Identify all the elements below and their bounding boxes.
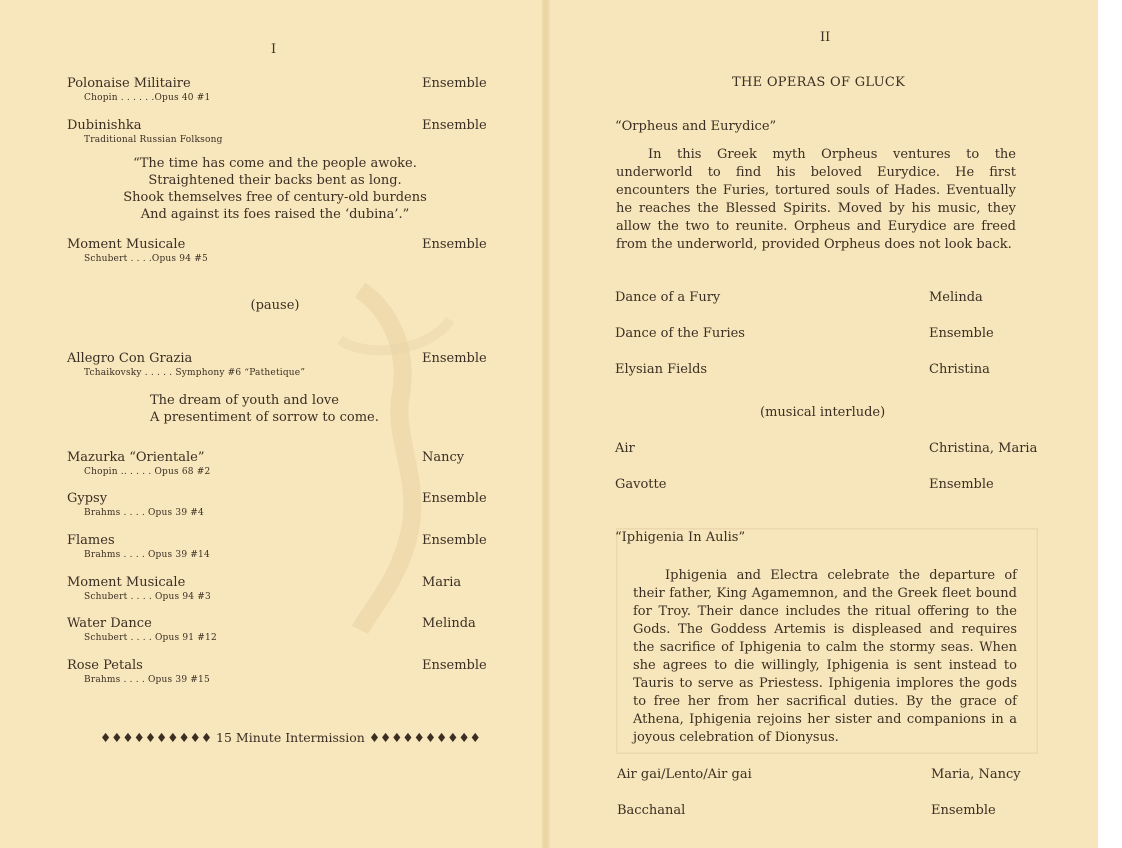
dance-title: Bacchanal <box>617 803 686 818</box>
program-item <box>67 237 487 265</box>
program-item <box>67 76 487 104</box>
item-performer: Ensemble <box>422 658 487 673</box>
program-item <box>67 351 487 379</box>
item-performer: Ensemble <box>422 237 487 252</box>
verse-line: The dream of youth and love <box>150 393 339 408</box>
item-composer: Brahms . . . . Opus 39 #4 <box>84 508 204 518</box>
opera-title-iphigenia: “Iphigenia In Aulis” <box>615 530 746 545</box>
item-title: Polonaise Militaire <box>67 76 191 91</box>
program-item <box>67 491 487 519</box>
item-performer: Ensemble <box>422 351 487 366</box>
item-composer: Schubert . . . . Opus 94 #3 <box>84 592 211 602</box>
item-composer: Brahms . . . . Opus 39 #14 <box>84 550 210 560</box>
item-title: Moment Musicale <box>67 237 186 252</box>
item-title: Allegro Con Grazia <box>67 351 193 366</box>
program-item <box>67 533 487 561</box>
intermission-line: ♦♦♦♦♦♦♦♦♦♦ 15 Minute Intermission ♦♦♦♦♦♦♦♦♦♦ <box>100 730 481 745</box>
page-gutter <box>542 0 550 848</box>
iphigenia-synopsis: Iphigenia and Electra celebrate the departure of their father, King Agamemnon, and the Greek fleet bound for Troy. Their dance includes the ritual offering to the Gods. The Goddess Artemis is displeased and requires the sacrifice of Iphigenia to calm the stormy seas. When she agrees to die willingly, Iphigenia is sent instead to Tauris to serve as Priestess. Iphigenia implores the gods to free her from her sacrifical duties. By the grace of Athena, Iphigenia rejoins her sister and companions in a joyous celebration of Dionysus. <box>633 568 1017 745</box>
scan-edge <box>1098 0 1122 848</box>
dance-performer: Christina <box>929 362 990 377</box>
item-performer: Maria <box>422 575 462 590</box>
item-composer: Chopin .. . . . . Opus 68 #2 <box>84 467 211 477</box>
verse-allegro <box>130 392 400 426</box>
verse-line: “The time has come and the people awoke. <box>133 156 417 171</box>
dance-title: Dance of a Fury <box>615 290 721 305</box>
orpheus-synopsis: In this Greek myth Orpheus ventures to the underworld to find his beloved Eurydice. He first encounters the Furies, tortured souls of Hades. Eventually he reaches the Blessed Spirits. Moved by his music, they allow the two to reunite. Orpheus and Eurydice are freed from the underworld, provided Orpheus does not look back. <box>616 147 1016 252</box>
interlude-label: (musical interlude) <box>760 405 886 420</box>
section-heading: THE OPERAS OF GLUCK <box>732 75 906 90</box>
item-composer: Traditional Russian Folksong <box>84 135 223 145</box>
dance-performer: Ensemble <box>929 326 994 341</box>
page-number-right: II <box>820 30 831 45</box>
program-item <box>67 616 487 644</box>
dance-title: Elysian Fields <box>615 362 708 377</box>
page-number-left: I <box>271 42 277 57</box>
dance-performer: Melinda <box>929 290 983 305</box>
verse-dubinishka <box>100 155 450 223</box>
program-item <box>67 450 487 478</box>
dance-performer: Ensemble <box>929 477 994 492</box>
item-title: Mazurka “Orientale” <box>67 450 205 465</box>
verse-line: Straightened their backs bent as long. <box>148 173 402 188</box>
item-title: Rose Petals <box>67 658 143 673</box>
dance-performer: Maria, Nancy <box>931 767 1021 782</box>
item-title: Water Dance <box>67 616 152 631</box>
dance-title: Air <box>615 441 635 456</box>
verse-line: A presentiment of sorrow to come. <box>150 410 379 425</box>
item-composer: Schubert . . . .Opus 94 #5 <box>84 254 208 264</box>
program-item <box>67 575 487 603</box>
item-title: Dubinishka <box>67 118 142 133</box>
program-item <box>67 658 487 686</box>
program-item <box>67 118 487 146</box>
pause-label: (pause) <box>250 298 300 313</box>
item-composer: Schubert . . . . Opus 91 #12 <box>84 633 217 643</box>
item-title: Moment Musicale <box>67 575 186 590</box>
item-performer: Melinda <box>422 616 476 631</box>
verse-line: Shook themselves free of century-old burdens <box>123 190 427 205</box>
item-composer: Brahms . . . . Opus 39 #15 <box>84 675 210 685</box>
dance-performer: Ensemble <box>931 803 996 818</box>
item-performer: Ensemble <box>422 76 487 91</box>
item-composer: Tchaikovsky . . . . . Symphony #6 “Pathetique” <box>84 368 306 378</box>
dance-title: Dance of the Furies <box>615 326 745 341</box>
item-performer: Ensemble <box>422 491 487 506</box>
item-performer: Ensemble <box>422 118 487 133</box>
dance-performer: Christina, Maria <box>929 441 1038 456</box>
item-composer: Chopin . . . . . .Opus 40 #1 <box>84 93 211 103</box>
dance-title: Gavotte <box>615 477 667 492</box>
verse-line: And against its foes raised the ‘dubina’.” <box>140 207 410 222</box>
item-title: Gypsy <box>67 491 108 506</box>
item-title: Flames <box>67 533 115 548</box>
item-performer: Nancy <box>422 450 465 465</box>
dance-title: Air gai/Lento/Air gai <box>617 767 752 782</box>
item-performer: Ensemble <box>422 533 487 548</box>
opera-title-orpheus: “Orpheus and Eurydice” <box>615 119 777 134</box>
